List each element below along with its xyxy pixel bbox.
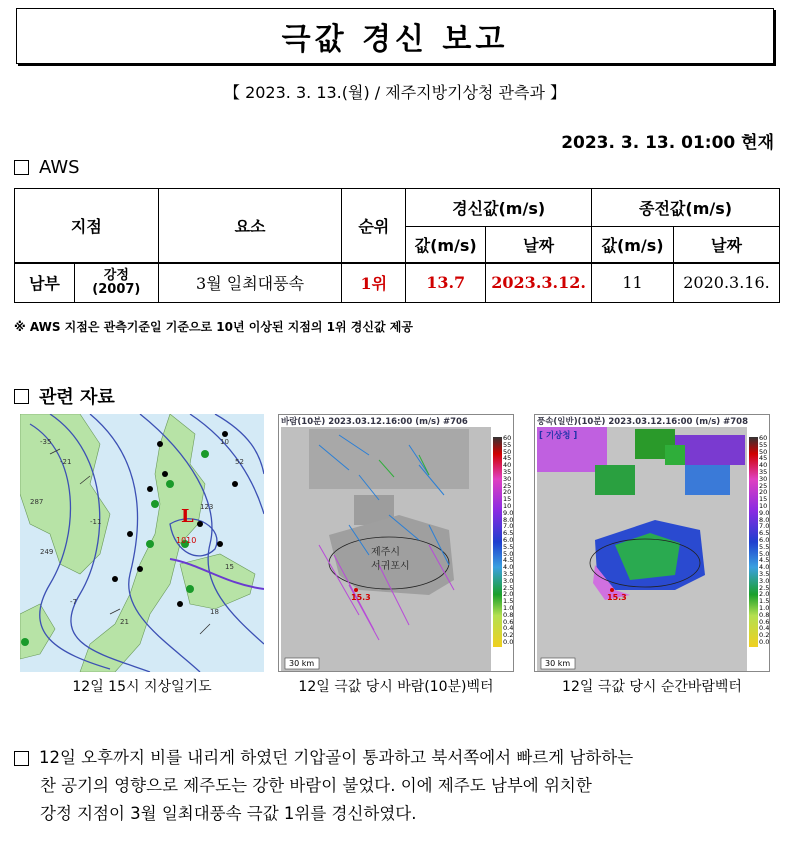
legend-value: 6.5 xyxy=(503,529,514,538)
summary-paragraph: 12일 오후까지 비를 내리게 하였던 기압골이 통과하고 북서쪽에서 빠르게 남하하는 찬 공기의 영향으로 제주도는 강한 바람이 불었다. 이에 제주도 남부에 위치한 강정 지점이 3월 일최대풍속 극값 1위를 경신하였다. xyxy=(14,744,778,828)
related-section-heading: 관련 자료 xyxy=(14,383,115,409)
legend-value: 3.0 xyxy=(503,576,514,585)
report-date: 2023. 3. 13. 01:00 현재 xyxy=(561,133,774,153)
legend-column xyxy=(759,435,770,646)
legend-value: 40 xyxy=(503,461,512,470)
scale-bar-label: 30 km xyxy=(545,659,571,668)
legend-value: 9.0 xyxy=(759,508,770,517)
legend-value: 6.0 xyxy=(759,535,770,544)
legend-value: 5.0 xyxy=(503,549,514,558)
legend-value: 35 xyxy=(503,467,512,476)
scale-bar-label: 30 km xyxy=(289,659,315,668)
legend-value: 0.6 xyxy=(503,617,514,626)
header-rank: 순위 xyxy=(342,189,406,263)
svg-text:15: 15 xyxy=(225,563,234,571)
legend-value: 0.4 xyxy=(759,624,770,633)
legend-value: 6.5 xyxy=(759,529,770,538)
jeju-city-label: 제주시 xyxy=(371,547,400,558)
svg-text:249: 249 xyxy=(40,548,54,556)
cell-prev-value: 11 xyxy=(592,263,674,303)
cell-rank: 1위 xyxy=(342,263,406,303)
legend-value: 0.2 xyxy=(759,631,770,640)
cell-new-value: 13.7 xyxy=(406,263,486,303)
legend-value: 1.5 xyxy=(759,597,770,606)
kma-tag: [ 기상청 ] xyxy=(539,431,578,441)
legend-value: 55 xyxy=(503,440,512,449)
legend-value: 2.5 xyxy=(503,583,514,592)
cell-station: 강정 (2007) xyxy=(74,263,158,303)
legend-value: 4.5 xyxy=(759,556,770,565)
max-gust-marker: 15.3 xyxy=(607,593,627,602)
legend-value: 15 xyxy=(759,495,768,504)
svg-text:10: 10 xyxy=(220,438,229,446)
legend-value: 4.0 xyxy=(759,563,770,572)
svg-text:18: 18 xyxy=(210,608,219,616)
checkbox-square-icon xyxy=(14,389,29,404)
legend-value: 0.4 xyxy=(503,624,514,633)
max-wind-marker: 15.3 xyxy=(351,593,371,602)
legend-value: 1.5 xyxy=(503,597,514,606)
legend-value: 45 xyxy=(759,454,768,463)
legend-value: 7.0 xyxy=(503,522,514,531)
legend-value: 15 xyxy=(503,495,512,504)
legend-value: 2.5 xyxy=(759,583,770,592)
cell-new-date: 2023.3.12. xyxy=(486,263,592,303)
legend-value: 30 xyxy=(759,474,768,483)
legend-value: 5.0 xyxy=(759,549,770,558)
legend-value: 2.0 xyxy=(759,590,770,599)
legend-value: 0.0 xyxy=(759,637,770,646)
fig2-caption: 12일 극값 당시 바람(10분)벡터 xyxy=(298,679,494,695)
weather-chart-graphic xyxy=(20,414,264,672)
svg-text:-7: -7 xyxy=(70,598,77,606)
legend-value: 25 xyxy=(503,481,512,490)
legend-value: 0.8 xyxy=(759,610,770,619)
wind-vector-10min-map xyxy=(278,414,514,672)
gust-map-graphic xyxy=(535,415,770,672)
title-box xyxy=(16,8,774,64)
header-new-value: 경신값(m/s) xyxy=(406,189,592,227)
legend-value: 40 xyxy=(759,461,768,470)
surface-weather-chart xyxy=(20,414,264,672)
header-station: 지점 xyxy=(15,189,159,263)
gust-wind-map xyxy=(534,414,770,672)
subheader-value: 값(m/s) xyxy=(406,227,486,263)
fig1-caption: 12일 15시 지상일기도 xyxy=(72,679,212,695)
subheader-date-prev: 날짜 xyxy=(674,227,780,263)
gust-map-header: 풍속(일반)(10분) 2023.03.12.16:00 (m/s) #708 xyxy=(537,417,749,427)
wind-map-header: 바람(10분) 2023.03.12.16:00 (m/s) #706 xyxy=(281,417,468,427)
svg-text:52: 52 xyxy=(235,458,244,466)
svg-text:-35: -35 xyxy=(40,438,52,446)
legend-value: 60 xyxy=(503,434,512,442)
legend-value: 50 xyxy=(503,447,512,456)
subheader-value-prev: 값(m/s) xyxy=(592,227,674,263)
legend-value: 6.0 xyxy=(503,535,514,544)
seogwipo-city-label: 서귀포시 xyxy=(371,561,410,572)
legend-value: 1.0 xyxy=(503,603,514,612)
legend-value: 4.0 xyxy=(503,563,514,572)
legend-value: 25 xyxy=(759,481,768,490)
cell-prev-date: 2020.3.16. xyxy=(674,263,780,303)
legend-value: 0.0 xyxy=(503,637,514,646)
cell-region: 남부 xyxy=(15,263,75,303)
legend-value: 0.2 xyxy=(503,631,514,640)
header-element: 요소 xyxy=(158,189,342,263)
aws-section-heading: AWS xyxy=(14,157,80,178)
legend-value: 45 xyxy=(503,454,512,463)
legend-value: 3.5 xyxy=(503,569,514,578)
svg-text:123: 123 xyxy=(200,503,214,511)
legend-value: 8.0 xyxy=(759,515,770,524)
aws-note: ※ AWS 지점은 관측기준일 기준으로 10년 이상된 지점의 1위 경신값 제공 xyxy=(14,320,413,334)
legend-column xyxy=(503,435,514,646)
svg-text:21: 21 xyxy=(120,618,129,626)
legend-value: 20 xyxy=(759,488,768,497)
legend-value: 3.5 xyxy=(759,569,770,578)
subheader-date: 날짜 xyxy=(486,227,592,263)
page-title: 극값 경신 보고 xyxy=(281,22,509,57)
checkbox-square-icon xyxy=(14,751,29,766)
legend-value: 0.6 xyxy=(759,617,770,626)
table-row xyxy=(15,263,780,303)
legend-value: 50 xyxy=(759,447,768,456)
legend-value: 10 xyxy=(759,501,768,510)
legend-value: 7.0 xyxy=(759,522,770,531)
checkbox-square-icon xyxy=(14,160,29,175)
low-pressure-value: 1010 xyxy=(176,536,197,545)
legend-value: 35 xyxy=(759,467,768,476)
svg-text:-11: -11 xyxy=(90,518,102,526)
legend-value: 5.5 xyxy=(503,542,514,551)
legend-value: 55 xyxy=(759,440,768,449)
legend-value: 5.5 xyxy=(759,542,770,551)
aws-record-table xyxy=(14,188,780,303)
header-prev-value: 종전값(m/s) xyxy=(592,189,780,227)
cell-element: 3월 일최대풍속 xyxy=(158,263,342,303)
legend-value: 1.0 xyxy=(759,603,770,612)
legend-value: 9.0 xyxy=(503,508,514,517)
legend-value: 60 xyxy=(759,434,768,442)
legend-value: 4.5 xyxy=(503,556,514,565)
legend-value: 30 xyxy=(503,474,512,483)
subtitle: 【 2023. 3. 13.(월) / 제주지방기상청 관측과 】 xyxy=(223,83,566,102)
legend-value: 20 xyxy=(503,488,512,497)
svg-text:287: 287 xyxy=(30,498,44,506)
legend-value: 8.0 xyxy=(503,515,514,524)
legend-value: 2.0 xyxy=(503,590,514,599)
legend-value: 3.0 xyxy=(759,576,770,585)
fig3-caption: 12일 극값 당시 순간바람벡터 xyxy=(562,679,742,695)
low-pressure-label: L xyxy=(181,506,194,527)
legend-value: 10 xyxy=(503,501,512,510)
svg-text:-21: -21 xyxy=(60,458,72,466)
legend-value: 0.8 xyxy=(503,610,514,619)
